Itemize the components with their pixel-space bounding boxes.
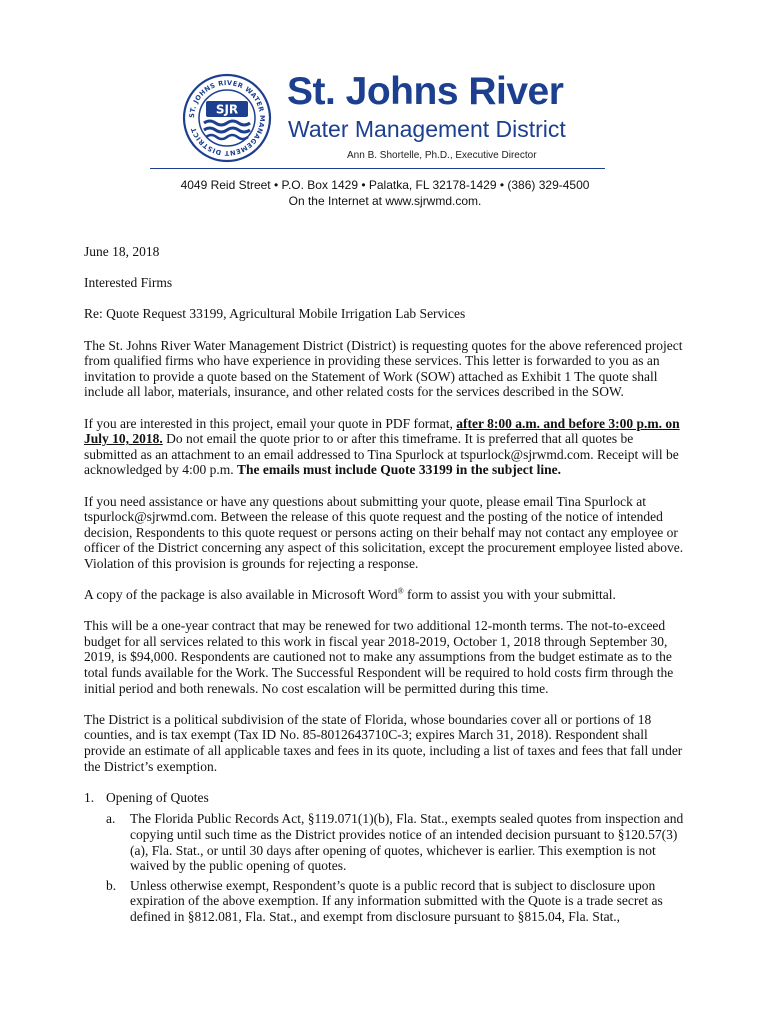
letter-re-line: Re: Quote Request 33199, Agricultural Mobile Irrigation Lab Services <box>84 306 466 322</box>
word-copy-text-end: form to assist you with your submittal. <box>403 587 616 603</box>
section-opening-of-quotes <box>84 790 689 806</box>
header-divider <box>150 168 605 169</box>
submission-deadline: after 8:00 a.m. and before 3:00 p.m. on July 10, 2018. <box>84 415 680 447</box>
letter-salutation: Interested Firms <box>84 275 173 291</box>
website-line: On the Internet at www.sjrwmd.com. <box>288 194 482 208</box>
executive-director: Ann B. Shortelle, Ph.D., Executive Director <box>347 150 537 161</box>
list-item-text: Unless otherwise exempt, Respondent’s quote is a public record that is subject to disclosure upon expiration of the above exemption. If any information submitted with the Quote is a trade secret as defined in §812.081, Fla. Stat., and exempt from disclosure pursuant to §815.04, Fla. Stat., <box>130 877 663 924</box>
section-number: 1. <box>84 789 95 805</box>
paragraph-questions: If you need assistance or have any questions about submitting your quote, please email Tina Spurlock at tspurlock@sjrwmd.com. Between the release of this quote request and the posting of the notice of intended decision, Respondents to this quote request or persons acting on their behalf may not contact any employee or officer of the District concerning any aspect of this solicitation, except the procurement employee listed above. Violation of this provision is grounds for rejecting a response. <box>84 493 684 571</box>
list-item <box>106 878 689 925</box>
address-line: 4049 Reid Street • P.O. Box 1429 • Palatka, FL 32178-1429 • (386) 329-4500 <box>180 178 590 192</box>
paragraph-intro: The St. Johns River Water Management District (District) is requesting quotes for the above referenced project from qualified firms who have experience in providing these services. This letter is forwarded to you as an invitation to provide a quote based on the Statement of Work (SOW) attached as Exhibit 1 The quote shall include all labor, materials, insurance, and other related costs for the services described in the SOW. <box>84 337 683 400</box>
district-seal-logo <box>182 73 272 163</box>
list-item <box>106 811 689 873</box>
submission-text: If you are interested in this project, email your quote in PDF format, <box>84 415 457 431</box>
letter-date: June 18, 2018 <box>84 244 160 259</box>
paragraph-word-copy <box>84 587 689 603</box>
svg-text:ST. JOHNS RIVER WATER MANAGEME: ST. JOHNS RIVER WATER MANAGEMENT DISTRICT <box>187 78 267 158</box>
registered-mark: ® <box>397 586 404 596</box>
svg-text:SJR: SJR <box>215 102 239 117</box>
org-subtitle: Water Management District <box>288 116 566 142</box>
submission-text-continued: Do not email the quote prior to or after this timeframe. It is preferred that all quotes be submitted as an attachment to an email addressed to Tina Spurlock at tspurlock@sjrwmd.com. Receipt will be acknowledged by 4:00 p.m. <box>84 431 679 478</box>
paragraph-contract-term: This will be a one-year contract that may be renewed for two additional 12-month terms. The not-to-exceed budget for all services related to this work in fiscal year 2018-2019, October 1, 2018 through September 30, 2019, is $94,000. Respondents are cautioned not to make any assumptions from the budget estimate as to the total funds available for the Work. The Successful Respondent will be required to hold costs firm through the initial period and both renewals. No cost escalation will be permitted during this time. <box>84 618 674 696</box>
word-copy-text: A copy of the package is also available in Microsoft Word <box>84 587 398 603</box>
paragraph-tax-exempt: The District is a political subdivision of the state of Florida, whose boundaries cover all or portions of 18 counties, and is tax exempt (Tax ID No. 85-8012643710C-3; expires March 31, 2018). Respondent shall provide an estimate of all applicable taxes and fees in its quote, including a list of taxes and fees that fall under the District’s exemption. <box>84 711 683 774</box>
subject-line-requirement: The emails must include Quote 33199 in the subject line. <box>236 462 561 478</box>
org-name: St. Johns River <box>287 70 564 113</box>
list-item-text: The Florida Public Records Act, §119.071(1)(b), Fla. Stat., exempts sealed quotes from inspection and copying until such time as the District provides notice of an intended decision pursuant to §120.57(3)(a), Fla. Stat., or until 30 days after opening of quotes, whichever is earlier. This exemption is not waived by the public opening of quotes. <box>130 811 684 874</box>
list-item-label: b. <box>106 877 117 893</box>
paragraph-submission <box>84 416 689 478</box>
letter-body <box>84 244 689 929</box>
list-item-label: a. <box>106 811 116 827</box>
section-title: Opening of Quotes <box>106 789 209 805</box>
